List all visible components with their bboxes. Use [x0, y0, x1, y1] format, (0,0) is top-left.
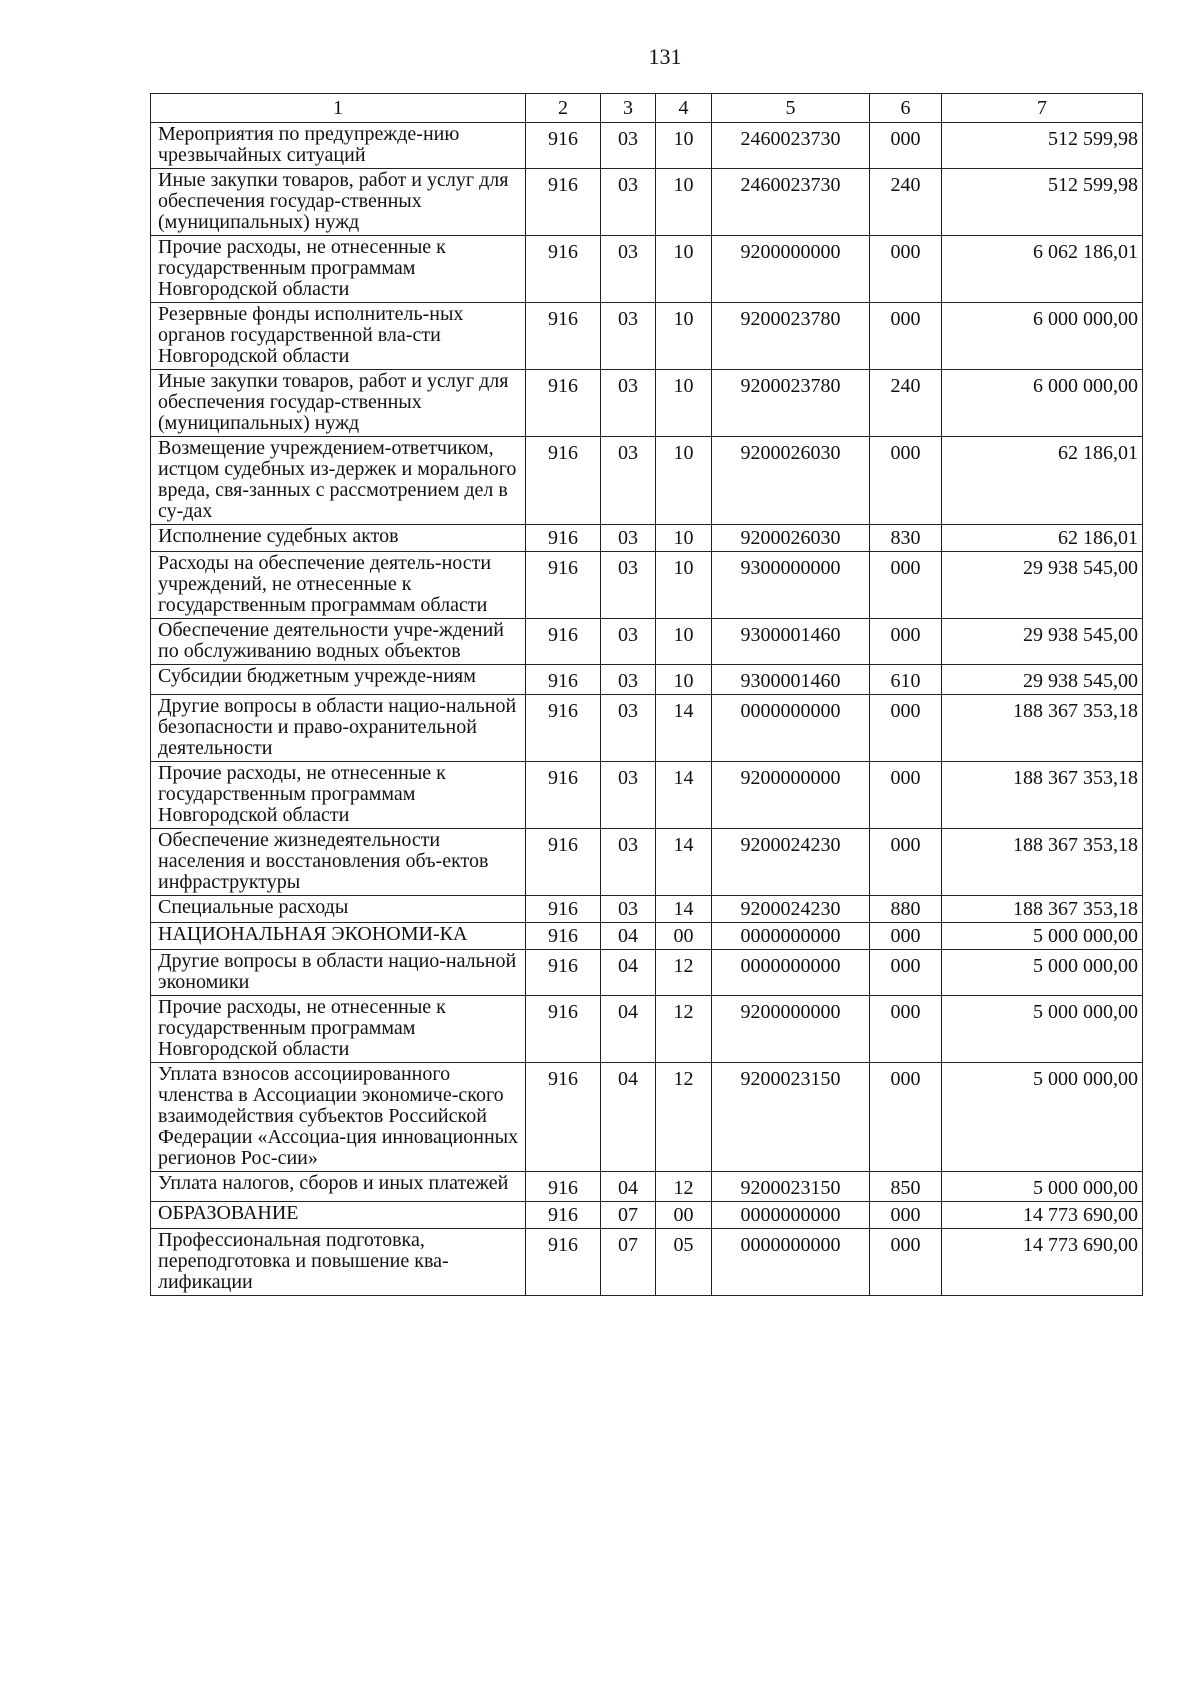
amount-cell: 5 000 000,00 [942, 996, 1143, 1063]
subsection-code-cell: 10 [656, 123, 712, 169]
expense-name-cell: Иные закупки товаров, работ и услуг для обеспечения государ-ственных (муниципальных) нужд [151, 169, 526, 236]
expense-name-cell: Резервные фонды исполнитель-ных органов государственной вла-сти Новгородской области [151, 303, 526, 370]
section-code-cell: 07 [601, 1229, 656, 1296]
amount-cell: 5 000 000,00 [942, 1172, 1143, 1202]
expense-type-cell: 000 [870, 923, 942, 950]
subsection-code-cell: 10 [656, 619, 712, 665]
expense-type-cell: 000 [870, 950, 942, 996]
amount-cell: 29 938 545,00 [942, 665, 1143, 695]
table-row [151, 1229, 1143, 1296]
expense-name-cell: Прочие расходы, не отнесенные к государственным программам Новгородской области [151, 236, 526, 303]
table-row [151, 1202, 1143, 1229]
table-row [151, 665, 1143, 695]
expense-type-cell: 000 [870, 1202, 942, 1229]
ministry-code-cell: 916 [526, 950, 601, 996]
table-row [151, 303, 1143, 370]
expense-type-cell: 000 [870, 236, 942, 303]
section-code-cell: 03 [601, 665, 656, 695]
header-col-4: 4 [656, 94, 712, 123]
table-row [151, 695, 1143, 762]
table-row [151, 762, 1143, 829]
ministry-code-cell: 916 [526, 829, 601, 896]
amount-cell: 188 367 353,18 [942, 695, 1143, 762]
expense-name-cell: Уплата взносов ассоциированного членства в Ассоциации экономиче-ского взаимодействия субъектов Российской Федерации «Ассоциа-ция инновационных регионов Рос-сии» [151, 1063, 526, 1172]
ministry-code-cell: 916 [526, 236, 601, 303]
target-article-cell: 0000000000 [712, 923, 870, 950]
amount-cell: 62 186,01 [942, 525, 1143, 552]
ministry-code-cell: 916 [526, 169, 601, 236]
expense-name-cell: Уплата налогов, сборов и иных платежей [151, 1172, 526, 1202]
subsection-code-cell: 10 [656, 665, 712, 695]
subsection-code-cell: 14 [656, 762, 712, 829]
target-article-cell: 9200024230 [712, 896, 870, 923]
table-row [151, 950, 1143, 996]
target-article-cell: 9200000000 [712, 236, 870, 303]
expense-type-cell: 000 [870, 695, 942, 762]
subsection-code-cell: 00 [656, 923, 712, 950]
expense-name-cell: Прочие расходы, не отнесенные к государственным программам Новгородской области [151, 996, 526, 1063]
expense-name-cell: Мероприятия по предупрежде-нию чрезвычайных ситуаций [151, 123, 526, 169]
section-code-cell: 07 [601, 1202, 656, 1229]
table-row [151, 923, 1143, 950]
subsection-code-cell: 10 [656, 169, 712, 236]
expense-type-cell: 610 [870, 665, 942, 695]
expense-type-cell: 830 [870, 525, 942, 552]
ministry-code-cell: 916 [526, 437, 601, 525]
amount-cell: 188 367 353,18 [942, 896, 1143, 923]
subsection-code-cell: 10 [656, 303, 712, 370]
expense-type-cell: 000 [870, 437, 942, 525]
section-code-cell: 04 [601, 996, 656, 1063]
header-col-5: 5 [712, 94, 870, 123]
expense-name-cell: Профессиональная подготовка, переподготовка и повышение ква-лификации [151, 1229, 526, 1296]
ministry-code-cell: 916 [526, 552, 601, 619]
ministry-code-cell: 916 [526, 370, 601, 437]
table-row [151, 619, 1143, 665]
target-article-cell: 9200023150 [712, 1172, 870, 1202]
expense-type-cell: 000 [870, 829, 942, 896]
section-code-cell: 04 [601, 923, 656, 950]
ministry-code-cell: 916 [526, 762, 601, 829]
target-article-cell: 9200000000 [712, 996, 870, 1063]
table-header [151, 94, 1143, 123]
ministry-code-cell: 916 [526, 923, 601, 950]
section-code-cell: 03 [601, 829, 656, 896]
amount-cell: 14 773 690,00 [942, 1202, 1143, 1229]
expense-name-cell: НАЦИОНАЛЬНАЯ ЭКОНОМИ-КА [151, 923, 526, 950]
target-article-cell: 9200023780 [712, 303, 870, 370]
subsection-code-cell: 14 [656, 829, 712, 896]
ministry-code-cell: 916 [526, 1229, 601, 1296]
ministry-code-cell: 916 [526, 619, 601, 665]
ministry-code-cell: 916 [526, 1172, 601, 1202]
subsection-code-cell: 12 [656, 1172, 712, 1202]
amount-cell: 62 186,01 [942, 437, 1143, 525]
amount-cell: 29 938 545,00 [942, 619, 1143, 665]
expense-type-cell: 880 [870, 896, 942, 923]
amount-cell: 188 367 353,18 [942, 829, 1143, 896]
subsection-code-cell: 12 [656, 950, 712, 996]
expense-type-cell: 000 [870, 552, 942, 619]
target-article-cell: 0000000000 [712, 695, 870, 762]
section-code-cell: 03 [601, 303, 656, 370]
header-row [151, 94, 1143, 123]
section-code-cell: 04 [601, 1172, 656, 1202]
header-col-1: 1 [151, 94, 526, 123]
target-article-cell: 9200000000 [712, 762, 870, 829]
expense-name-cell: Другие вопросы в области нацио-нальной экономики [151, 950, 526, 996]
subsection-code-cell: 12 [656, 1063, 712, 1172]
expense-name-cell: Иные закупки товаров, работ и услуг для обеспечения государ-ственных (муниципальных) нужд [151, 370, 526, 437]
expense-type-cell: 000 [870, 762, 942, 829]
target-article-cell: 0000000000 [712, 1229, 870, 1296]
section-code-cell: 04 [601, 1063, 656, 1172]
subsection-code-cell: 05 [656, 1229, 712, 1296]
amount-cell: 29 938 545,00 [942, 552, 1143, 619]
amount-cell: 5 000 000,00 [942, 1063, 1143, 1172]
target-article-cell: 0000000000 [712, 950, 870, 996]
amount-cell: 6 000 000,00 [942, 303, 1143, 370]
ministry-code-cell: 916 [526, 123, 601, 169]
expense-type-cell: 000 [870, 1063, 942, 1172]
section-code-cell: 03 [601, 695, 656, 762]
target-article-cell: 9200023780 [712, 370, 870, 437]
expense-name-cell: Обеспечение жизнедеятельности населения и восстановления объ-ектов инфраструктуры [151, 829, 526, 896]
section-code-cell: 03 [601, 370, 656, 437]
target-article-cell: 9200026030 [712, 437, 870, 525]
section-code-cell: 03 [601, 236, 656, 303]
budget-table [150, 93, 1143, 1296]
table-body [151, 123, 1143, 1296]
ministry-code-cell: 916 [526, 996, 601, 1063]
target-article-cell: 0000000000 [712, 1202, 870, 1229]
amount-cell: 188 367 353,18 [942, 762, 1143, 829]
subsection-code-cell: 14 [656, 695, 712, 762]
ministry-code-cell: 916 [526, 1202, 601, 1229]
expense-name-cell: Прочие расходы, не отнесенные к государственным программам Новгородской области [151, 762, 526, 829]
amount-cell: 512 599,98 [942, 123, 1143, 169]
section-code-cell: 03 [601, 169, 656, 236]
amount-cell: 5 000 000,00 [942, 923, 1143, 950]
table-row [151, 437, 1143, 525]
subsection-code-cell: 10 [656, 370, 712, 437]
section-code-cell: 03 [601, 762, 656, 829]
table-row [151, 370, 1143, 437]
table-row [151, 552, 1143, 619]
amount-cell: 5 000 000,00 [942, 950, 1143, 996]
expense-name-cell: Расходы на обеспечение деятель-ности учреждений, не отнесенные к государственным программам области [151, 552, 526, 619]
page-number: 131 [648, 44, 682, 69]
table-row [151, 996, 1143, 1063]
expense-name-cell: Специальные расходы [151, 896, 526, 923]
section-code-cell: 04 [601, 950, 656, 996]
ministry-code-cell: 916 [526, 303, 601, 370]
section-code-cell: 03 [601, 619, 656, 665]
subsection-code-cell: 14 [656, 896, 712, 923]
table-row [151, 123, 1143, 169]
header-col-6: 6 [870, 94, 942, 123]
target-article-cell: 9200024230 [712, 829, 870, 896]
ministry-code-cell: 916 [526, 896, 601, 923]
subsection-code-cell: 10 [656, 236, 712, 303]
expense-type-cell: 000 [870, 996, 942, 1063]
subsection-code-cell: 10 [656, 552, 712, 619]
ministry-code-cell: 916 [526, 525, 601, 552]
target-article-cell: 9200026030 [712, 525, 870, 552]
table-row [151, 896, 1143, 923]
subsection-code-cell: 10 [656, 437, 712, 525]
target-article-cell: 2460023730 [712, 169, 870, 236]
target-article-cell: 2460023730 [712, 123, 870, 169]
subsection-code-cell: 00 [656, 1202, 712, 1229]
expense-type-cell: 240 [870, 169, 942, 236]
expense-type-cell: 000 [870, 1229, 942, 1296]
target-article-cell: 9300001460 [712, 665, 870, 695]
expense-type-cell: 000 [870, 303, 942, 370]
table-row [151, 525, 1143, 552]
header-col-2: 2 [526, 94, 601, 123]
expense-name-cell: Другие вопросы в области нацио-нальной безопасности и право-охранительной деятельности [151, 695, 526, 762]
section-code-cell: 03 [601, 437, 656, 525]
ministry-code-cell: 916 [526, 1063, 601, 1172]
expense-name-cell: Возмещение учреждением-ответчиком, истцом судебных из-держек и морального вреда, свя-занных с рассмотрением дел в су-дах [151, 437, 526, 525]
expense-type-cell: 850 [870, 1172, 942, 1202]
subsection-code-cell: 10 [656, 525, 712, 552]
expense-name-cell: ОБРАЗОВАНИЕ [151, 1202, 526, 1229]
subsection-code-cell: 12 [656, 996, 712, 1063]
amount-cell: 6 000 000,00 [942, 370, 1143, 437]
expense-type-cell: 000 [870, 619, 942, 665]
expense-type-cell: 000 [870, 123, 942, 169]
table-row [151, 1063, 1143, 1172]
target-article-cell: 9300001460 [712, 619, 870, 665]
expense-name-cell: Субсидии бюджетным учрежде-ниям [151, 665, 526, 695]
expense-type-cell: 240 [870, 370, 942, 437]
section-code-cell: 03 [601, 525, 656, 552]
expense-name-cell: Исполнение судебных актов [151, 525, 526, 552]
target-article-cell: 9200023150 [712, 1063, 870, 1172]
table-row [151, 829, 1143, 896]
target-article-cell: 9300000000 [712, 552, 870, 619]
ministry-code-cell: 916 [526, 695, 601, 762]
table-row [151, 169, 1143, 236]
table-row [151, 236, 1143, 303]
amount-cell: 14 773 690,00 [942, 1229, 1143, 1296]
amount-cell: 6 062 186,01 [942, 236, 1143, 303]
expense-name-cell: Обеспечение деятельности учре-ждений по обслуживанию водных объектов [151, 619, 526, 665]
section-code-cell: 03 [601, 552, 656, 619]
section-code-cell: 03 [601, 123, 656, 169]
header-col-3: 3 [601, 94, 656, 123]
header-col-7: 7 [942, 94, 1143, 123]
amount-cell: 512 599,98 [942, 169, 1143, 236]
ministry-code-cell: 916 [526, 665, 601, 695]
table-row [151, 1172, 1143, 1202]
section-code-cell: 03 [601, 896, 656, 923]
